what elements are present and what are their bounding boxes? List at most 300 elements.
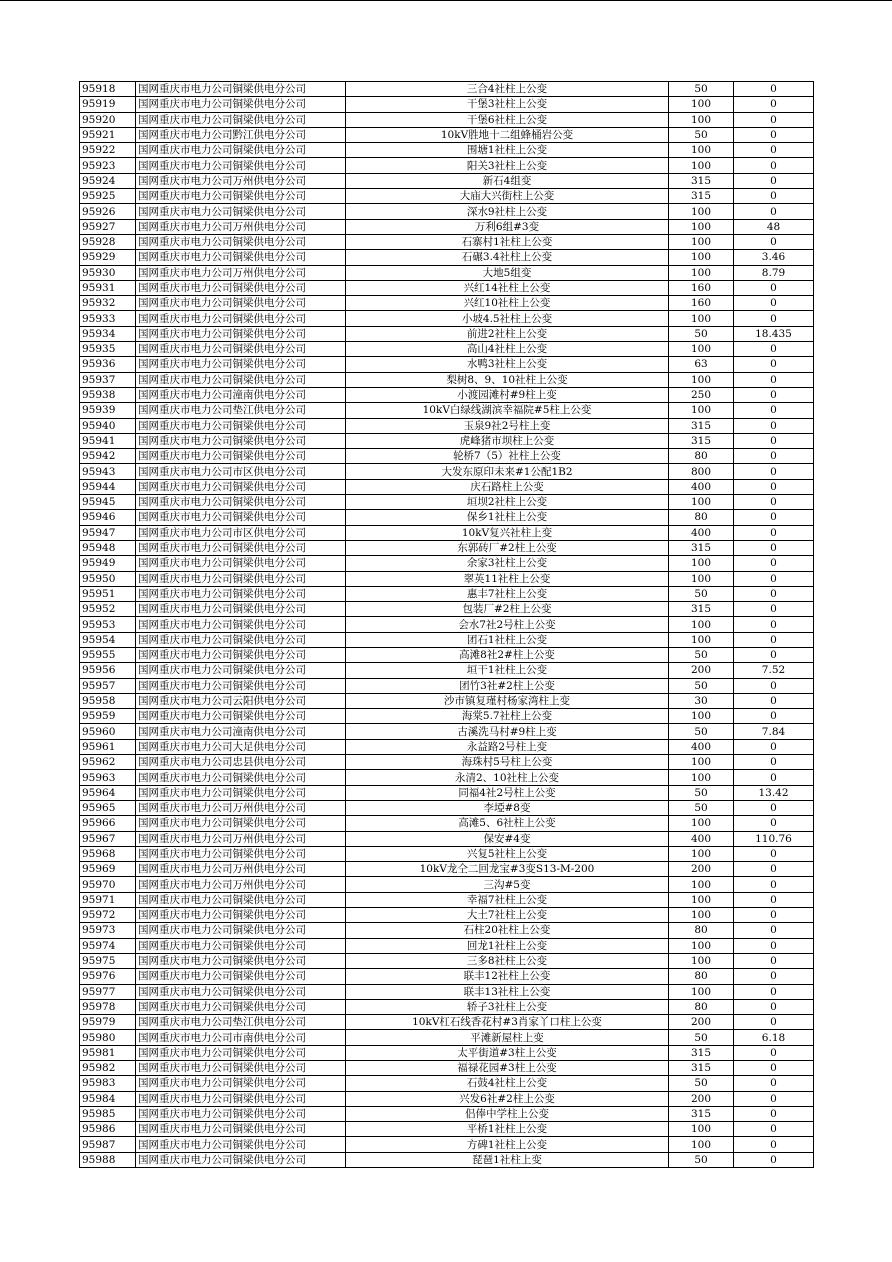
capacity-cell: 100 — [669, 342, 734, 357]
station-name-cell: 前进2社柱上公变 — [346, 326, 669, 341]
company-cell: 国网重庆市电力公司铜梁供电分公司 — [136, 1061, 346, 1076]
value-cell: 0 — [734, 189, 814, 204]
capacity-cell: 50 — [669, 724, 734, 739]
company-cell: 国网重庆市电力公司铜梁供电分公司 — [136, 296, 346, 311]
station-name-cell: 联丰12社柱上公变 — [346, 969, 669, 984]
capacity-cell: 50 — [669, 800, 734, 815]
value-cell: 0 — [734, 387, 814, 402]
capacity-cell: 100 — [669, 1122, 734, 1137]
row-id-cell: 95976 — [80, 969, 136, 984]
value-cell: 0 — [734, 158, 814, 173]
row-id-cell: 95958 — [80, 693, 136, 708]
value-cell: 0 — [734, 433, 814, 448]
table-row — [80, 403, 814, 418]
value-cell: 0 — [734, 755, 814, 770]
station-name-cell: 方碑1社柱上公变 — [346, 1137, 669, 1152]
station-name-cell: 福禄花园#3柱上公变 — [346, 1061, 669, 1076]
company-cell: 国网重庆市电力公司铜梁供电分公司 — [136, 357, 346, 372]
row-id-cell: 95967 — [80, 831, 136, 846]
value-cell: 0 — [734, 586, 814, 601]
capacity-cell: 315 — [669, 1106, 734, 1121]
station-name-cell: 平滩新屋柱上变 — [346, 1030, 669, 1045]
capacity-cell: 100 — [669, 984, 734, 999]
capacity-cell: 100 — [669, 250, 734, 265]
table-row — [80, 1076, 814, 1091]
value-cell: 0 — [734, 953, 814, 968]
table-row — [80, 1152, 814, 1167]
capacity-cell: 30 — [669, 693, 734, 708]
table-row — [80, 82, 814, 97]
value-cell: 0 — [734, 525, 814, 540]
capacity-cell: 100 — [669, 938, 734, 953]
company-cell: 国网重庆市电力公司市区供电分公司 — [136, 525, 346, 540]
capacity-cell: 315 — [669, 540, 734, 555]
value-cell: 0 — [734, 1106, 814, 1121]
value-cell: 110.76 — [734, 831, 814, 846]
station-name-cell: 高滩5、6社柱上公变 — [346, 816, 669, 831]
table-row — [80, 617, 814, 632]
capacity-cell: 800 — [669, 464, 734, 479]
value-cell: 0 — [734, 1015, 814, 1030]
row-id-cell: 95948 — [80, 540, 136, 555]
company-cell: 国网重庆市电力公司铜梁供电分公司 — [136, 846, 346, 861]
table-row — [80, 464, 814, 479]
table-row — [80, 571, 814, 586]
capacity-cell: 100 — [669, 265, 734, 280]
company-cell: 国网重庆市电力公司铜梁供电分公司 — [136, 418, 346, 433]
value-cell: 7.52 — [734, 663, 814, 678]
capacity-cell: 250 — [669, 387, 734, 402]
company-cell: 国网重庆市电力公司铜梁供电分公司 — [136, 189, 346, 204]
capacity-cell: 50 — [669, 127, 734, 142]
value-cell: 0 — [734, 1137, 814, 1152]
value-cell: 0 — [734, 82, 814, 97]
row-id-cell: 95962 — [80, 755, 136, 770]
station-name-cell: 垣干1社柱上公变 — [346, 663, 669, 678]
company-cell: 国网重庆市电力公司铜梁供电分公司 — [136, 953, 346, 968]
row-id-cell: 95944 — [80, 479, 136, 494]
capacity-cell: 315 — [669, 1045, 734, 1060]
company-cell: 国网重庆市电力公司铜梁供电分公司 — [136, 571, 346, 586]
station-name-cell: 石柱20社柱上公变 — [346, 923, 669, 938]
value-cell: 0 — [734, 908, 814, 923]
value-cell: 0 — [734, 816, 814, 831]
row-id-cell: 95931 — [80, 280, 136, 295]
table-row — [80, 999, 814, 1014]
capacity-cell: 50 — [669, 785, 734, 800]
table-row — [80, 219, 814, 234]
company-cell: 国网重庆市电力公司铜梁供电分公司 — [136, 372, 346, 387]
company-cell: 国网重庆市电力公司铜梁供电分公司 — [136, 234, 346, 249]
company-cell: 国网重庆市电力公司铜梁供电分公司 — [136, 495, 346, 510]
table-row — [80, 831, 814, 846]
station-name-cell: 玉泉9社2号柱上变 — [346, 418, 669, 433]
row-id-cell: 95980 — [80, 1030, 136, 1045]
row-id-cell: 95933 — [80, 311, 136, 326]
station-name-cell: 轮桥7（5）社柱上公变 — [346, 449, 669, 464]
station-name-cell: 水鸭3社柱上公变 — [346, 357, 669, 372]
value-cell: 0 — [734, 1122, 814, 1137]
capacity-cell: 315 — [669, 1061, 734, 1076]
capacity-cell: 100 — [669, 617, 734, 632]
row-id-cell: 95987 — [80, 1137, 136, 1152]
table-row — [80, 372, 814, 387]
station-name-cell: 石碾3.4社柱上公变 — [346, 250, 669, 265]
row-id-cell: 95972 — [80, 908, 136, 923]
value-cell: 0 — [734, 449, 814, 464]
station-name-cell: 永益路2号柱上变 — [346, 739, 669, 754]
value-cell: 0 — [734, 372, 814, 387]
company-cell: 国网重庆市电力公司铜梁供电分公司 — [136, 510, 346, 525]
station-name-cell: 三多8社柱上公变 — [346, 953, 669, 968]
capacity-cell: 100 — [669, 709, 734, 724]
row-id-cell: 95928 — [80, 234, 136, 249]
capacity-cell: 50 — [669, 586, 734, 601]
table-row — [80, 969, 814, 984]
station-name-cell: 高山4社柱上公变 — [346, 342, 669, 357]
table-row — [80, 387, 814, 402]
company-cell: 国网重庆市电力公司垫江供电分公司 — [136, 403, 346, 418]
row-id-cell: 95922 — [80, 143, 136, 158]
row-id-cell: 95930 — [80, 265, 136, 280]
table-row — [80, 433, 814, 448]
company-cell: 国网重庆市电力公司潼南供电分公司 — [136, 387, 346, 402]
company-cell: 国网重庆市电力公司铜梁供电分公司 — [136, 1076, 346, 1091]
row-id-cell: 95960 — [80, 724, 136, 739]
table-row — [80, 311, 814, 326]
row-id-cell: 95977 — [80, 984, 136, 999]
capacity-cell: 100 — [669, 372, 734, 387]
capacity-cell: 100 — [669, 234, 734, 249]
capacity-cell: 400 — [669, 479, 734, 494]
station-name-cell: 干堡3社柱上公变 — [346, 97, 669, 112]
value-cell: 7.84 — [734, 724, 814, 739]
station-name-cell: 小坡4.5社柱上公变 — [346, 311, 669, 326]
row-id-cell: 95988 — [80, 1152, 136, 1167]
table-row — [80, 908, 814, 923]
table-row — [80, 296, 814, 311]
station-name-cell: 李埡#8变 — [346, 800, 669, 815]
table-row — [80, 1030, 814, 1045]
capacity-cell: 100 — [669, 495, 734, 510]
capacity-cell: 400 — [669, 739, 734, 754]
table-row — [80, 724, 814, 739]
capacity-cell: 315 — [669, 418, 734, 433]
capacity-cell: 50 — [669, 1030, 734, 1045]
table-row — [80, 647, 814, 662]
table-row — [80, 280, 814, 295]
capacity-cell: 400 — [669, 831, 734, 846]
row-id-cell: 95954 — [80, 632, 136, 647]
station-name-cell: 东郭砖厂#2柱上公变 — [346, 540, 669, 555]
capacity-cell: 100 — [669, 892, 734, 907]
station-name-cell: 团竹3社#2柱上公变 — [346, 678, 669, 693]
station-name-cell: 梨树8、9、10社柱上公变 — [346, 372, 669, 387]
station-name-cell: 侣俸中学柱上公变 — [346, 1106, 669, 1121]
table-row — [80, 678, 814, 693]
station-name-cell: 深水9社柱上公变 — [346, 204, 669, 219]
value-cell: 0 — [734, 862, 814, 877]
value-cell: 0 — [734, 938, 814, 953]
capacity-cell: 100 — [669, 158, 734, 173]
capacity-cell: 80 — [669, 969, 734, 984]
row-id-cell: 95981 — [80, 1045, 136, 1060]
value-cell: 0 — [734, 647, 814, 662]
value-cell: 0 — [734, 204, 814, 219]
capacity-cell: 200 — [669, 862, 734, 877]
company-cell: 国网重庆市电力公司万州供电分公司 — [136, 862, 346, 877]
capacity-cell: 100 — [669, 311, 734, 326]
capacity-cell: 100 — [669, 816, 734, 831]
value-cell: 0 — [734, 464, 814, 479]
value-cell: 0 — [734, 143, 814, 158]
company-cell: 国网重庆市电力公司铜梁供电分公司 — [136, 479, 346, 494]
company-cell: 国网重庆市电力公司铜梁供电分公司 — [136, 250, 346, 265]
capacity-cell: 80 — [669, 923, 734, 938]
table-row — [80, 97, 814, 112]
value-cell: 0 — [734, 280, 814, 295]
table-row — [80, 816, 814, 831]
company-cell: 国网重庆市电力公司铜梁供电分公司 — [136, 984, 346, 999]
capacity-cell: 315 — [669, 602, 734, 617]
table-row — [80, 800, 814, 815]
table-body — [80, 82, 814, 1168]
table-row — [80, 1091, 814, 1106]
table-row — [80, 510, 814, 525]
value-cell: 3.46 — [734, 250, 814, 265]
value-cell: 0 — [734, 739, 814, 754]
table-row — [80, 204, 814, 219]
station-name-cell: 石鼓4社柱上公变 — [346, 1076, 669, 1091]
table-row — [80, 418, 814, 433]
table-row — [80, 602, 814, 617]
capacity-cell: 100 — [669, 1137, 734, 1152]
row-id-cell: 95952 — [80, 602, 136, 617]
table-row — [80, 495, 814, 510]
company-cell: 国网重庆市电力公司万州供电分公司 — [136, 265, 346, 280]
station-name-cell: 沙市镇复瑾村杨家湾柱上变 — [346, 693, 669, 708]
table-row — [80, 877, 814, 892]
station-name-cell: 海珠村5号柱上公变 — [346, 755, 669, 770]
station-name-cell: 保乡1社柱上公变 — [346, 510, 669, 525]
table-row — [80, 984, 814, 999]
value-cell: 0 — [734, 479, 814, 494]
table-row — [80, 112, 814, 127]
row-id-cell: 95965 — [80, 800, 136, 815]
row-id-cell: 95975 — [80, 953, 136, 968]
row-id-cell: 95979 — [80, 1015, 136, 1030]
table-row — [80, 953, 814, 968]
row-id-cell: 95921 — [80, 127, 136, 142]
row-id-cell: 95957 — [80, 678, 136, 693]
station-name-cell: 幸福7社柱上公变 — [346, 892, 669, 907]
row-id-cell: 95936 — [80, 357, 136, 372]
row-id-cell: 95927 — [80, 219, 136, 234]
capacity-cell: 50 — [669, 1152, 734, 1167]
transformer-table — [79, 81, 814, 1168]
company-cell: 国网重庆市电力公司铜梁供电分公司 — [136, 678, 346, 693]
station-name-cell: 包装厂#2柱上公变 — [346, 602, 669, 617]
capacity-cell: 100 — [669, 908, 734, 923]
value-cell: 0 — [734, 296, 814, 311]
row-id-cell: 95940 — [80, 418, 136, 433]
capacity-cell: 100 — [669, 219, 734, 234]
value-cell: 0 — [734, 495, 814, 510]
value-cell: 0 — [734, 571, 814, 586]
capacity-cell: 200 — [669, 663, 734, 678]
value-cell: 0 — [734, 510, 814, 525]
station-name-cell: 余家3社柱上公变 — [346, 556, 669, 571]
value-cell: 0 — [734, 632, 814, 647]
row-id-cell: 95926 — [80, 204, 136, 219]
value-cell: 0 — [734, 617, 814, 632]
station-name-cell: 兴红14社柱上公变 — [346, 280, 669, 295]
value-cell: 0 — [734, 892, 814, 907]
row-id-cell: 95971 — [80, 892, 136, 907]
row-id-cell: 95925 — [80, 189, 136, 204]
capacity-cell: 315 — [669, 189, 734, 204]
company-cell: 国网重庆市电力公司铜梁供电分公司 — [136, 709, 346, 724]
row-id-cell: 95923 — [80, 158, 136, 173]
capacity-cell: 80 — [669, 449, 734, 464]
value-cell: 13.42 — [734, 785, 814, 800]
company-cell: 国网重庆市电力公司云阳供电分公司 — [136, 693, 346, 708]
station-name-cell: 大庙大兴街柱上公变 — [346, 189, 669, 204]
company-cell: 国网重庆市电力公司铜梁供电分公司 — [136, 647, 346, 662]
station-name-cell: 兴发6社#2柱上公变 — [346, 1091, 669, 1106]
value-cell: 0 — [734, 984, 814, 999]
capacity-cell: 160 — [669, 296, 734, 311]
company-cell: 国网重庆市电力公司铜梁供电分公司 — [136, 785, 346, 800]
company-cell: 国网重庆市电力公司铜梁供电分公司 — [136, 540, 346, 555]
row-id-cell: 95941 — [80, 433, 136, 448]
company-cell: 国网重庆市电力公司市南供电分公司 — [136, 1030, 346, 1045]
station-name-cell: 新石4组变 — [346, 173, 669, 188]
company-cell: 国网重庆市电力公司铜梁供电分公司 — [136, 433, 346, 448]
station-name-cell: 古溪洗马村#9柱上变 — [346, 724, 669, 739]
value-cell: 0 — [734, 709, 814, 724]
capacity-cell: 100 — [669, 770, 734, 785]
row-id-cell: 95937 — [80, 372, 136, 387]
capacity-cell: 100 — [669, 112, 734, 127]
company-cell: 国网重庆市电力公司铜梁供电分公司 — [136, 1152, 346, 1167]
value-cell: 0 — [734, 1091, 814, 1106]
value-cell: 0 — [734, 418, 814, 433]
row-id-cell: 95966 — [80, 816, 136, 831]
table-row — [80, 785, 814, 800]
station-name-cell: 高滩8社2#柱上公变 — [346, 647, 669, 662]
value-cell: 0 — [734, 800, 814, 815]
row-id-cell: 95947 — [80, 525, 136, 540]
value-cell: 0 — [734, 923, 814, 938]
station-name-cell: 同福4社2号柱上公变 — [346, 785, 669, 800]
station-name-cell: 三沟#5变 — [346, 877, 669, 892]
row-id-cell: 95943 — [80, 464, 136, 479]
capacity-cell: 100 — [669, 204, 734, 219]
table-row — [80, 540, 814, 555]
station-name-cell: 大地5组变 — [346, 265, 669, 280]
company-cell: 国网重庆市电力公司万州供电分公司 — [136, 831, 346, 846]
table-row — [80, 938, 814, 953]
station-name-cell: 三合4社柱上公变 — [346, 82, 669, 97]
table-row — [80, 265, 814, 280]
table-row — [80, 525, 814, 540]
station-name-cell: 兴红10社柱上公变 — [346, 296, 669, 311]
table-row — [80, 1137, 814, 1152]
value-cell: 0 — [734, 403, 814, 418]
row-id-cell: 95935 — [80, 342, 136, 357]
company-cell: 国网重庆市电力公司铜梁供电分公司 — [136, 1045, 346, 1060]
table-row — [80, 326, 814, 341]
capacity-cell: 100 — [669, 556, 734, 571]
value-cell: 0 — [734, 877, 814, 892]
capacity-cell: 80 — [669, 999, 734, 1014]
station-name-cell: 翠英11社柱上公变 — [346, 571, 669, 586]
row-id-cell: 95984 — [80, 1091, 136, 1106]
row-id-cell: 95934 — [80, 326, 136, 341]
company-cell: 国网重庆市电力公司铜梁供电分公司 — [136, 969, 346, 984]
capacity-cell: 100 — [669, 953, 734, 968]
station-name-cell: 石寨村1社柱上公变 — [346, 234, 669, 249]
value-cell: 0 — [734, 693, 814, 708]
row-id-cell: 95955 — [80, 647, 136, 662]
value-cell: 48 — [734, 219, 814, 234]
row-id-cell: 95939 — [80, 403, 136, 418]
row-id-cell: 95956 — [80, 663, 136, 678]
table-row — [80, 1045, 814, 1060]
capacity-cell: 100 — [669, 632, 734, 647]
table-row — [80, 862, 814, 877]
station-name-cell: 兴复5社柱上公变 — [346, 846, 669, 861]
station-name-cell: 垣坝2社柱上公变 — [346, 495, 669, 510]
station-name-cell: 10kV胜地十二组蜂桶岩公变 — [346, 127, 669, 142]
table-row — [80, 1106, 814, 1121]
table-row — [80, 173, 814, 188]
company-cell: 国网重庆市电力公司铜梁供电分公司 — [136, 280, 346, 295]
station-name-cell: 回龙1社柱上公变 — [346, 938, 669, 953]
station-name-cell: 围塘1社柱上公变 — [346, 143, 669, 158]
company-cell: 国网重庆市电力公司铜梁供电分公司 — [136, 632, 346, 647]
capacity-cell: 160 — [669, 280, 734, 295]
value-cell: 0 — [734, 770, 814, 785]
station-name-cell: 平桥1社柱上公变 — [346, 1122, 669, 1137]
value-cell: 0 — [734, 311, 814, 326]
station-name-cell: 庆石路柱上公变 — [346, 479, 669, 494]
capacity-cell: 50 — [669, 678, 734, 693]
table-row — [80, 250, 814, 265]
value-cell: 0 — [734, 1061, 814, 1076]
table-row — [80, 663, 814, 678]
value-cell: 0 — [734, 342, 814, 357]
table-row — [80, 189, 814, 204]
company-cell: 国网重庆市电力公司铜梁供电分公司 — [136, 326, 346, 341]
row-id-cell: 95919 — [80, 97, 136, 112]
value-cell: 0 — [734, 846, 814, 861]
page-top-rule — [0, 0, 892, 1]
row-id-cell: 95959 — [80, 709, 136, 724]
table-row — [80, 770, 814, 785]
table-row — [80, 234, 814, 249]
row-id-cell: 95970 — [80, 877, 136, 892]
row-id-cell: 95978 — [80, 999, 136, 1014]
value-cell: 0 — [734, 97, 814, 112]
station-name-cell: 10kV龙仝二回龙宝#3变S13-M-200 — [346, 862, 669, 877]
capacity-cell: 315 — [669, 173, 734, 188]
company-cell: 国网重庆市电力公司铜梁供电分公司 — [136, 556, 346, 571]
capacity-cell: 200 — [669, 1091, 734, 1106]
capacity-cell: 100 — [669, 571, 734, 586]
value-cell: 0 — [734, 127, 814, 142]
